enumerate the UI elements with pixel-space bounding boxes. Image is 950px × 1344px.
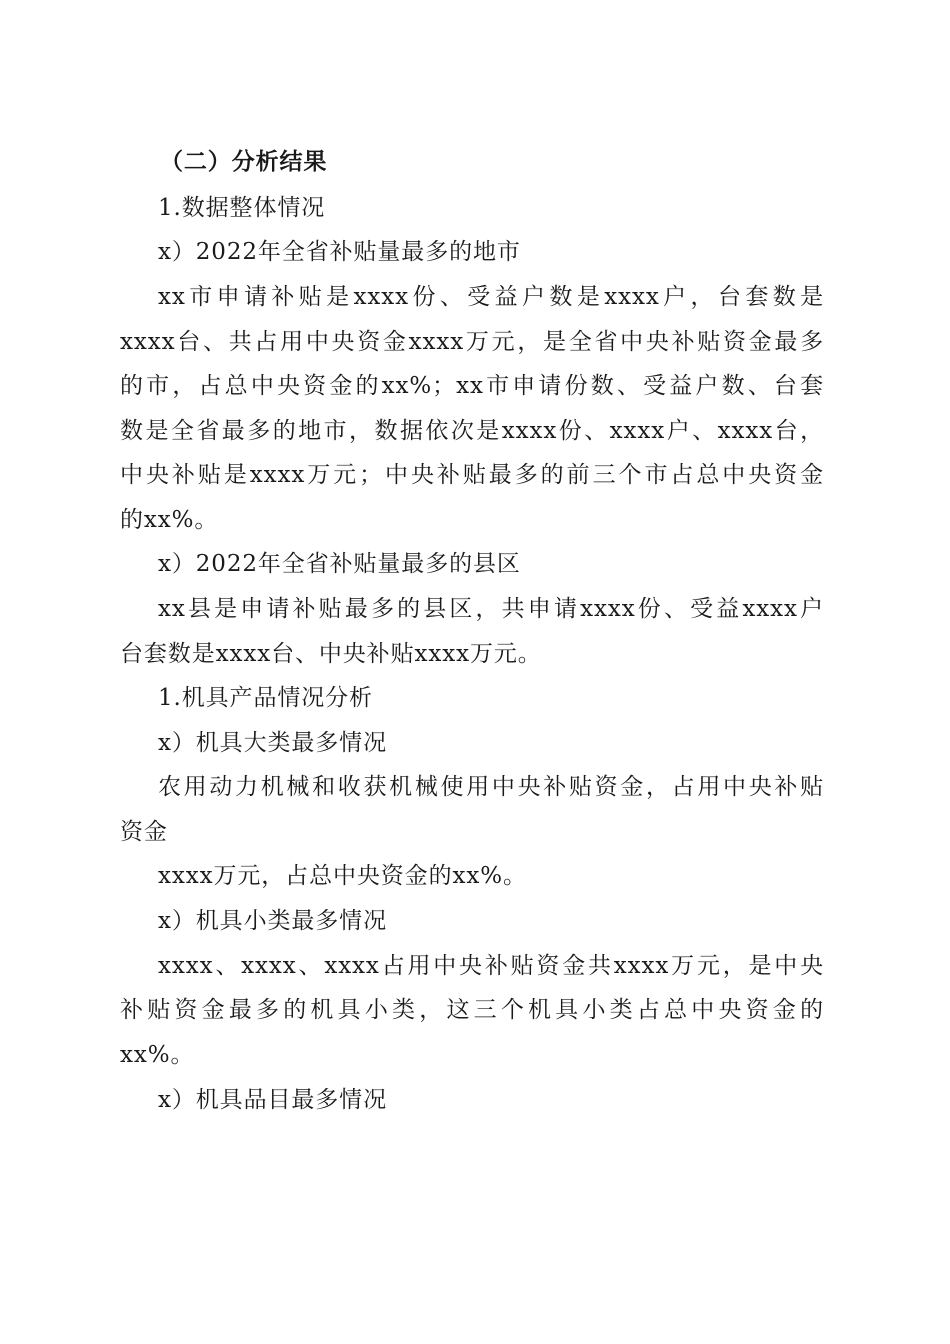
item-heading-subcategory: x）机具小类最多情况 [158,908,387,934]
paragraph-line: xx%。 [120,1042,195,1068]
paragraph-line: 的市，占总中央资金的xx%；xx市申请份数、受益户数、台套 [120,373,824,399]
paragraph-line: 农用动力机械和收获机械使用中央补贴资金，占用中央补贴 [158,774,824,800]
paragraph-line: xxxx、xxxx、xxxx占用中央补贴资金共xxxx万元，是中央 [158,953,824,979]
paragraph-line: 台套数是xxxx台、中央补贴xxxx万元。 [120,641,542,667]
paragraph-line: 资金 [120,819,168,845]
item-heading-city: x）2022年全省补贴量最多的地市 [158,239,521,265]
paragraph-line: xx县是申请补贴最多的县区，共申请xxxx份、受益xxxx户 [158,596,824,622]
item-heading-item: x）机具品目最多情况 [158,1087,387,1113]
section-heading: （二）分析结果 [160,148,328,175]
subheading-data-overview: 1.数据整体情况 [158,195,326,221]
paragraph-line: xxxx万元，占总中央资金的xx%。 [158,863,527,889]
subheading-machinery: 1.机具产品情况分析 [158,685,373,711]
item-heading-county: x）2022年全省补贴量最多的县区 [158,551,521,577]
paragraph-line: xx市申请补贴是xxxx份、受益户数是xxxx户，台套数是 [158,284,824,310]
paragraph-line: 数是全省最多的地市，数据依次是xxxx份、xxxx户、xxxx台， [120,418,824,444]
item-heading-category: x）机具大类最多情况 [158,730,387,756]
paragraph-line: xxxx台、共占用中央资金xxxx万元，是全省中央补贴资金最多 [120,329,824,355]
paragraph-line: 中央补贴是xxxx万元；中央补贴最多的前三个市占总中央资金 [120,462,824,488]
paragraph-line: 补贴资金最多的机具小类，这三个机具小类占总中央资金的 [120,997,824,1023]
paragraph-line: 的xx%。 [120,507,219,533]
